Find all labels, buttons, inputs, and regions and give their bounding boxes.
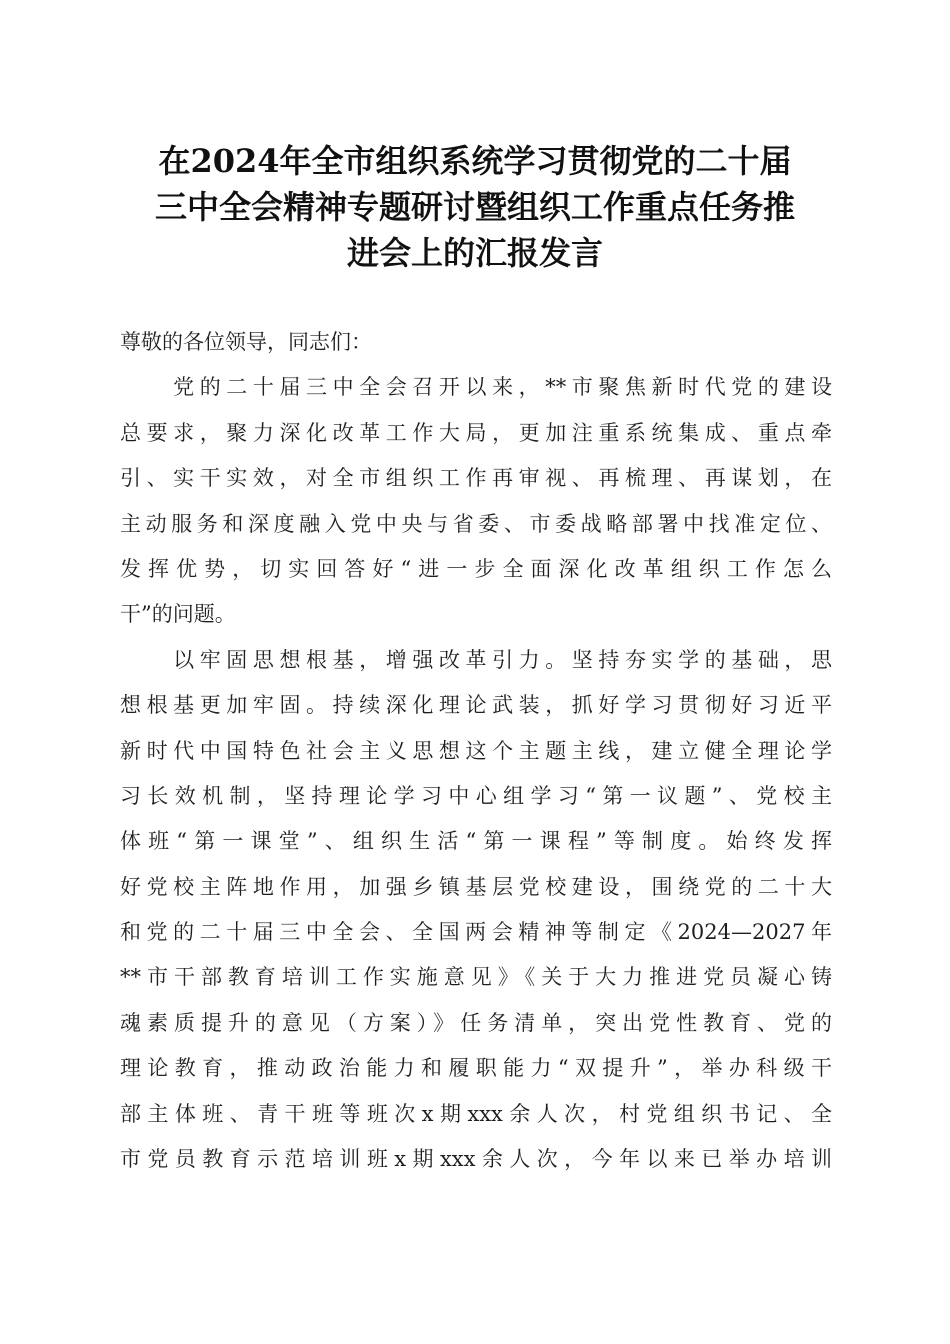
text-line: 部主体班、青干班等班次x期xxx余人次，村党组织书记、全 — [120, 1101, 832, 1126]
document-body — [120, 320, 832, 1182]
document-title — [100, 138, 850, 276]
text-line: 总要求，聚力深化改革工作大局，更加注重系统集成、重点牵 — [120, 420, 832, 445]
paragraph-2 — [120, 638, 832, 1183]
text-line: 理论教育，推动政治能力和履职能力“双提升”，举办科级干 — [120, 1056, 832, 1081]
text-line: 干”的问题。 — [120, 602, 236, 627]
title-line: 进会上的汇报发言 — [346, 234, 603, 272]
text-line: 习长效机制，坚持理论学习中心组学习“第一议题”、党校主 — [120, 783, 832, 808]
text-line: **市干部教育培训工作实施意见》《关于大力推进党员凝心铸 — [120, 965, 832, 990]
text-line: 好党校主阵地作用，加强乡镇基层党校建设，围绕党的二十大 — [120, 874, 832, 899]
text-line: 以牢固思想根基，增强改革引力。坚持夯实学的基础，思 — [120, 647, 832, 672]
text-line: 新时代中国特色社会主义思想这个主题主线，建立健全理论学 — [120, 738, 832, 763]
text-line: 魂素质提升的意见（方案）》任务清单，突出党性教育、党的 — [120, 1010, 832, 1035]
text-line: 发挥优势，切实回答好“进一步全面深化改革组织工作怎么 — [120, 556, 832, 581]
text-line: 想根基更加牢固。持续深化理论武装，抓好学习贯彻好习近平 — [120, 693, 832, 718]
text-line: 和党的二十届三中全会、全国两会精神等制定《2024—2027年 — [120, 920, 832, 945]
paragraph-1 — [120, 365, 832, 637]
text-line: 市党员教育示范培训班x期xxx余人次，今年以来已举办培训 — [120, 1147, 832, 1172]
text-line: 党的二十届三中全会召开以来，**市聚焦新时代党的建设 — [120, 375, 832, 400]
title-line: 在2024年全市组织系统学习贯彻党的二十届 — [158, 142, 792, 180]
salutation: 尊敬的各位领导，同志们： — [120, 330, 372, 354]
text-line: 引、实干实效，对全市组织工作再审视、再梳理、再谋划，在 — [120, 466, 832, 491]
title-line: 三中全会精神专题研讨暨组织工作重点任务推 — [154, 188, 795, 226]
text-line: 体班“第一课堂”、组织生活“第一课程”等制度。始终发挥 — [120, 829, 832, 854]
text-line: 主动服务和深度融入党中央与省委、市委战略部署中找准定位、 — [120, 511, 832, 536]
